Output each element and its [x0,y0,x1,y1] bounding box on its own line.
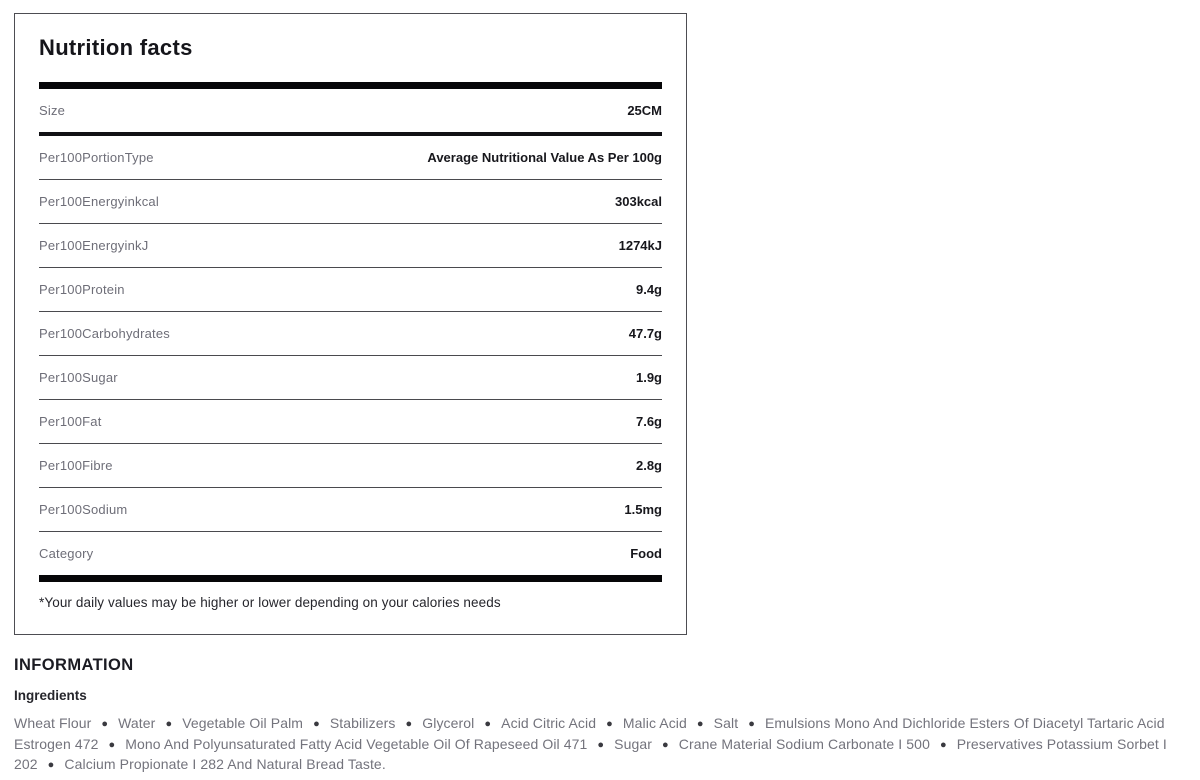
row-value: Food [630,546,662,561]
bullet-separator-icon: ● [939,738,947,751]
fact-row-protein [39,268,662,311]
row-value: 47.7g [628,326,662,341]
row-label: Per100Energyinkcal [39,194,159,209]
bullet-separator-icon: ● [748,718,755,730]
row-value: 7.6g [635,414,662,429]
row-label: Per100Fat [39,414,102,429]
fact-row-carbohydrates [39,312,662,355]
information-section [14,656,1188,776]
fact-row-fibre [39,444,662,487]
nutrition-facts-title: Nutrition facts [39,35,193,60]
row-label: Per100EnergyinkJ [39,238,149,253]
row-label: Per100Carbohydrates [39,326,170,341]
bullet-separator-icon: ● [662,738,669,751]
bullet-separator-icon: ● [484,718,492,730]
ingredients-subheading: Ingredients [14,688,87,703]
bullet-separator-icon: ● [606,718,613,730]
divider-thick-top [39,82,662,89]
daily-values-footnote: *Your daily values may be higher or lower depending on your calories needs [39,595,501,610]
row-label: Per100PortionType [39,150,154,165]
row-value: 303kcal [615,194,662,209]
row-value: 2.8g [635,458,662,473]
row-label: Category [39,546,94,561]
information-heading: INFORMATION [14,656,134,674]
fact-row-portion-type [39,136,662,179]
bullet-separator-icon: ● [101,718,109,730]
row-value: 1.5mg [624,502,662,517]
fact-row-sodium [39,488,662,531]
nutrition-facts-card [14,13,687,635]
fact-row-energy-kcal [39,180,662,223]
divider-thick-bottom [39,575,662,582]
bullet-separator-icon: ● [108,738,116,751]
row-label: Per100Sodium [39,502,128,517]
bullet-separator-icon: ● [696,718,704,730]
ingredients-paragraph: Wheat Flour ● Water ● Vegetable Oil Palm ● Stabilizers ● Glycerol ● Acid Citric Acid ● Malic Acid ● Salt ● Emulsions Mono And Dichloride Esters Of Diacetyl Tartaric Acid Estrogen 472 ● Mono And Polyunsaturated Fatty Acid Vegetable Oil Of Rapeseed Oil 471 ● Sugar ● Crane Material Sodium Carbonate I 500 ● Preservatives Potassium Sorbet I 202 ● Calcium Propionate I 282 And Natural Bread Taste. [14,714,1188,776]
bullet-separator-icon: ● [165,718,173,730]
row-label: Per100Protein [39,282,125,297]
fact-row-fat [39,400,662,443]
bullet-separator-icon: ● [47,759,55,771]
fact-row-size [39,89,662,132]
row-label: Size [39,103,66,118]
row-label: Per100Sugar [39,370,118,385]
fact-row-energy-kj [39,224,662,267]
row-value: 25CM [627,103,662,118]
row-value: 1274kJ [618,238,662,253]
row-value: 1.9g [635,370,662,385]
bullet-separator-icon: ● [597,738,605,751]
fact-row-category [39,532,662,575]
fact-row-sugar [39,356,662,399]
bullet-separator-icon: ● [405,718,413,730]
row-label: Per100Fibre [39,458,113,473]
row-value: Average Nutritional Value As Per 100g [427,150,662,165]
bullet-separator-icon: ● [313,718,320,730]
row-value: 9.4g [635,282,662,297]
